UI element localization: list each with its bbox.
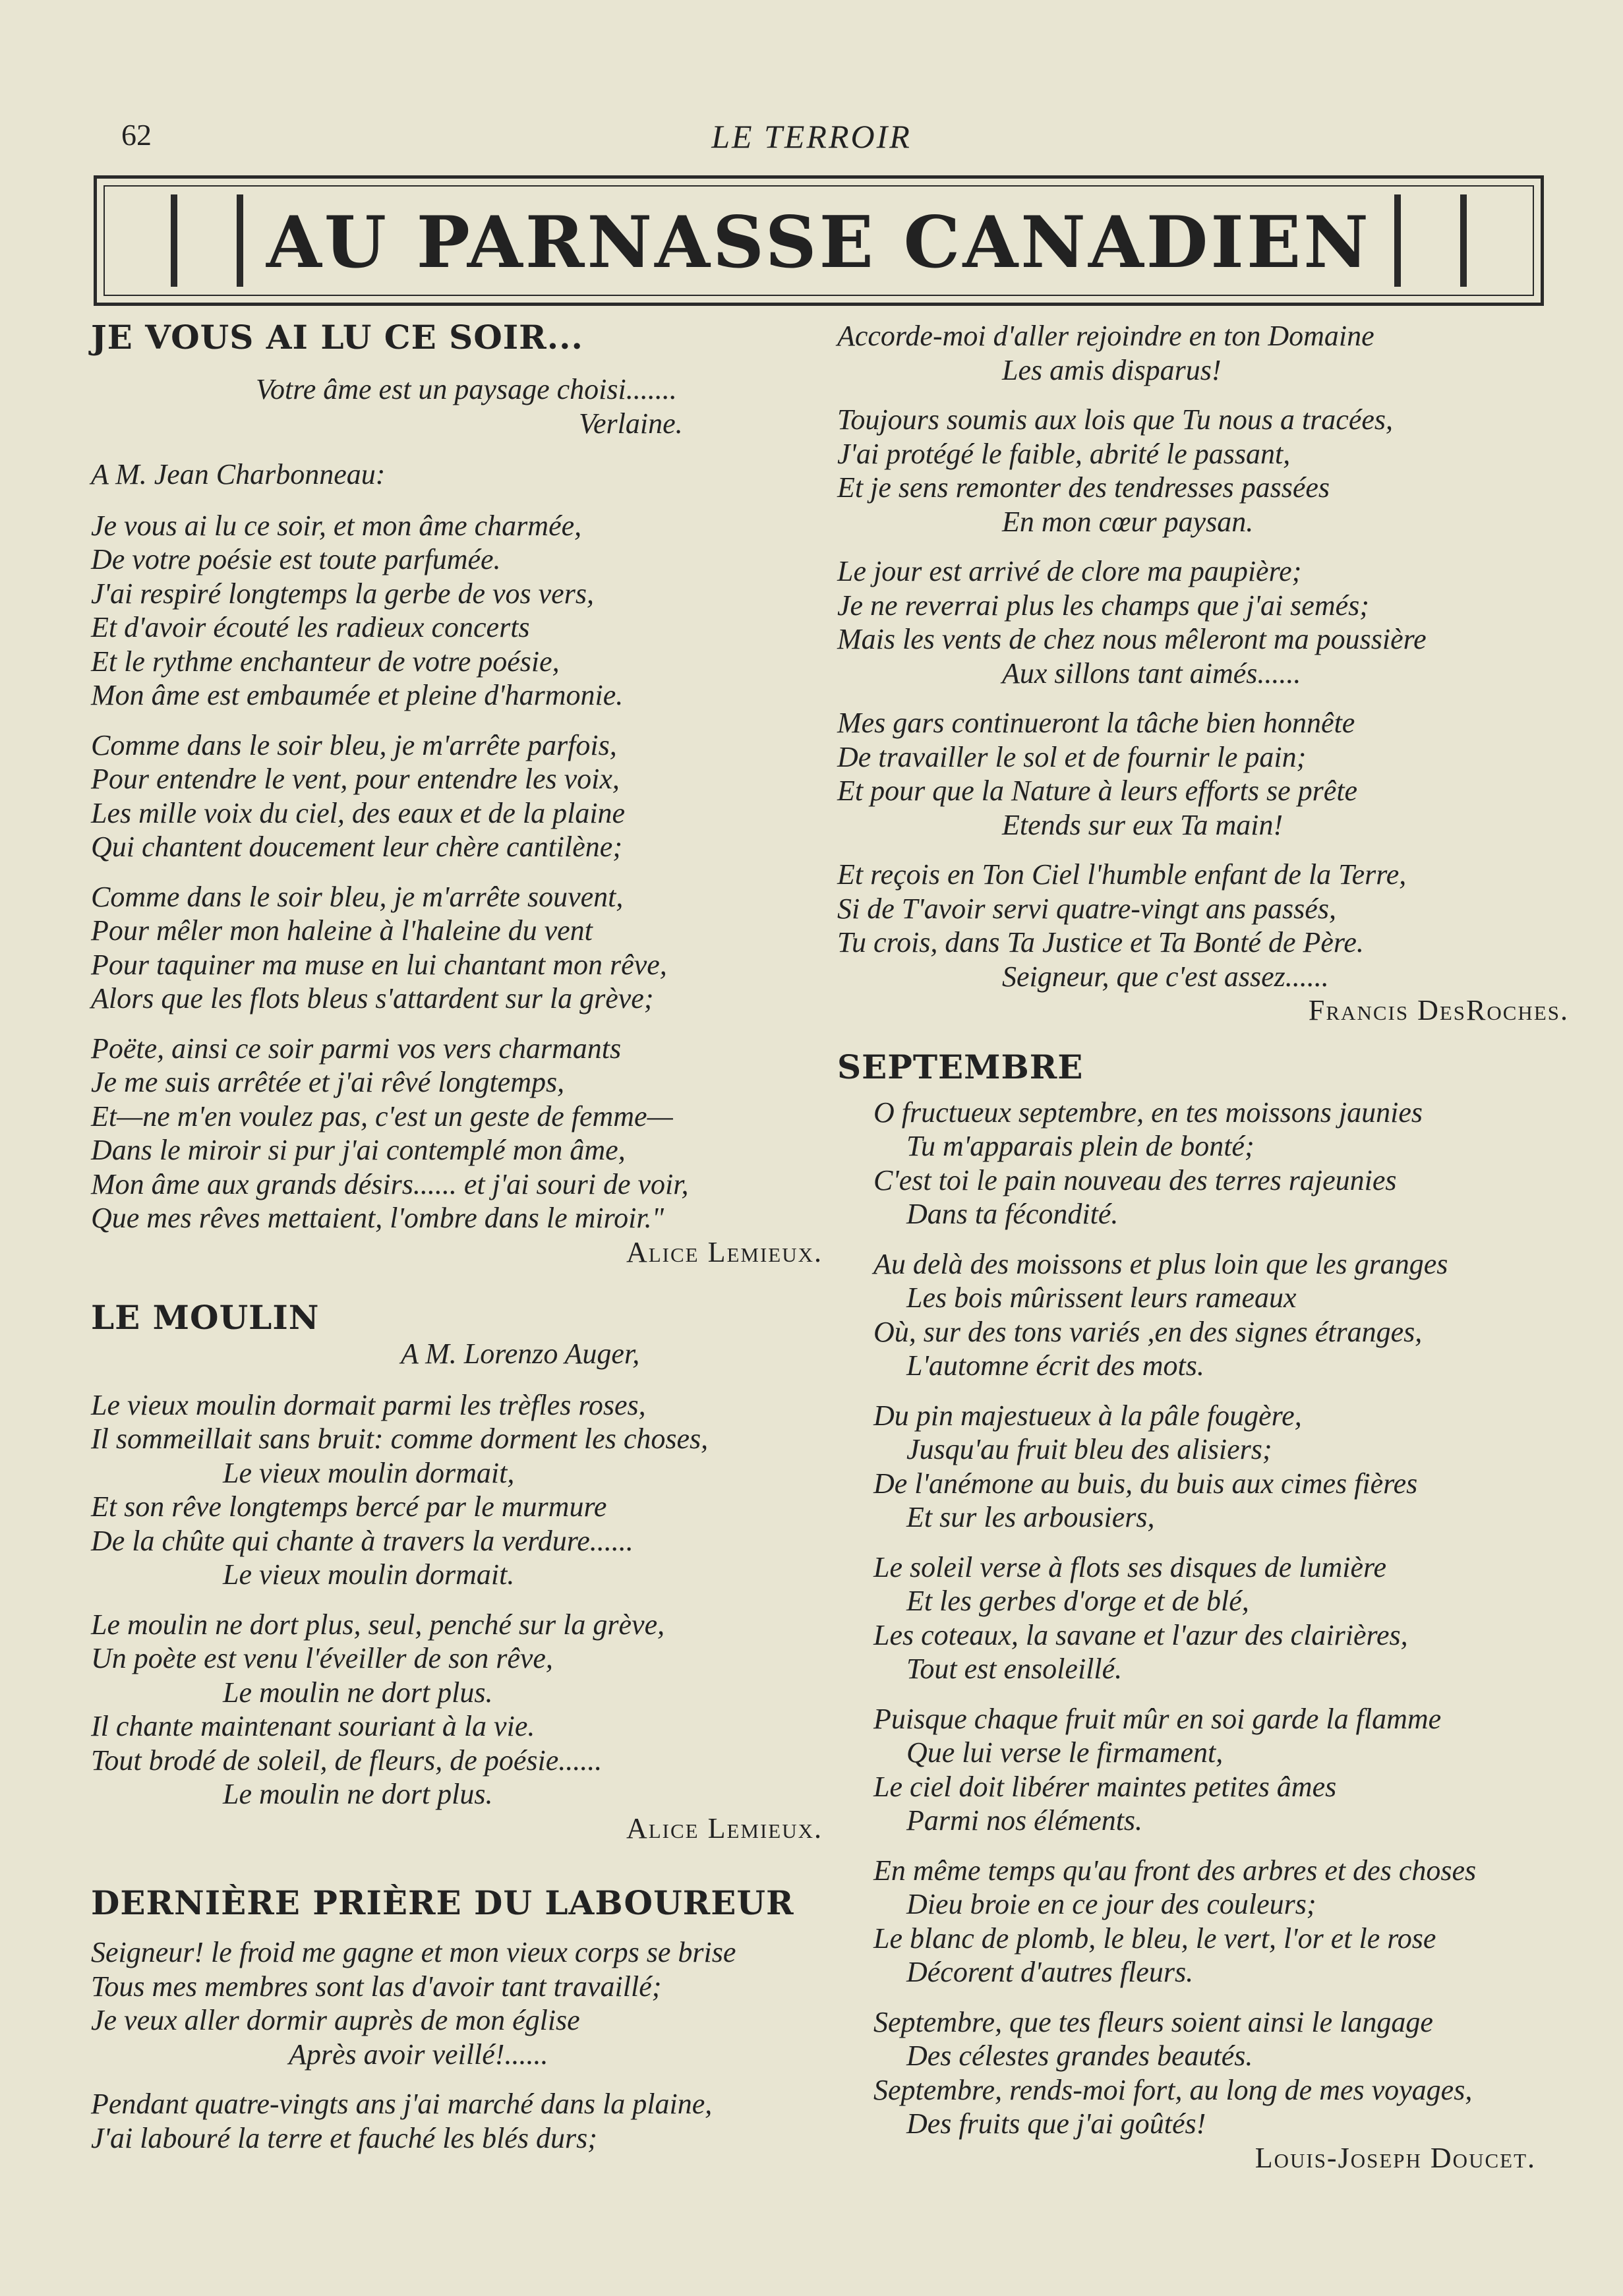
poem-je-vous-ai-lu bbox=[91, 318, 823, 1269]
stanza bbox=[91, 1935, 823, 2071]
verse-line: Et reçois en Ton Ciel l'humble enfant de la Terre, bbox=[837, 858, 1407, 891]
verse-line: Le vieux moulin dormait. bbox=[223, 1558, 515, 1591]
verse-line: Dans le miroir si pur j'ai contemplé mon âme, bbox=[91, 1134, 626, 1166]
verse-line: Je me suis arrêtée et j'ai rêvé longtemps, bbox=[91, 1066, 565, 1098]
verse-line: Que lui verse le firmament, bbox=[906, 1736, 1224, 1769]
poem-le-moulin bbox=[91, 1298, 823, 1845]
stanza bbox=[91, 1608, 823, 1811]
verse-line: Le jour est arrivé de clore ma paupière; bbox=[837, 555, 1302, 587]
poem-derniere-priere bbox=[91, 1883, 823, 2155]
poem-title: LE MOULIN bbox=[91, 1298, 320, 1337]
verse-line: Le moulin ne dort plus. bbox=[223, 1676, 493, 1709]
poem-derniere-priere-continued bbox=[837, 319, 1569, 1028]
verse-line: Le blanc de plomb, le bleu, le vert, l'or et le rose bbox=[873, 1922, 1436, 1955]
poem-septembre bbox=[837, 1047, 1569, 2175]
stanza bbox=[91, 880, 823, 1016]
stanza bbox=[873, 1550, 1569, 1686]
running-head bbox=[0, 117, 1623, 157]
verse-line: Je vous ai lu ce soir, et mon âme charmée, bbox=[91, 509, 582, 542]
stanza bbox=[91, 509, 823, 713]
epigraph-author: Verlaine. bbox=[579, 407, 683, 440]
journal-title: LE TERROIR bbox=[711, 118, 912, 155]
verse-line: Alors que les flots bleus s'attardent sur la grève; bbox=[91, 982, 654, 1015]
poem-author: Francis DesRoches. bbox=[1308, 994, 1569, 1026]
verse-line: Des célestes grandes beautés. bbox=[906, 2040, 1253, 2072]
verse-line: De la chûte qui chante à travers la verdure...... bbox=[91, 1524, 634, 1557]
verse-line: Le moulin ne dort plus, seul, penché sur la grève, bbox=[91, 1608, 665, 1641]
verse-line: Et pour que la Nature à leurs efforts se prête bbox=[837, 775, 1358, 807]
verse-line: Seigneur! le froid me gagne et mon vieux corps se brise bbox=[91, 1936, 736, 1968]
verse-line: Et les gerbes d'orge et de blé, bbox=[906, 1585, 1249, 1617]
epigraph: Votre âme est un paysage choisi....... bbox=[256, 373, 677, 405]
verse-line: Pour mêler mon haleine à l'haleine du vent bbox=[91, 914, 593, 947]
verse-line: Et le rythme enchanteur de votre poésie, bbox=[91, 645, 560, 678]
verse-line: Pour taquiner ma muse en lui chantant mon rêve, bbox=[91, 948, 667, 981]
verse-line: Septembre, que tes fleurs soient ainsi le langage bbox=[873, 2005, 1433, 2038]
verse-line: Et sur les arbousiers, bbox=[906, 1501, 1155, 1533]
poem-title: SEPTEMBRE bbox=[837, 1047, 1084, 1086]
verse-line: Et je sens remonter des tendresses passées bbox=[837, 471, 1330, 504]
verse-line: Et d'avoir écouté les radieux concerts bbox=[91, 611, 530, 643]
verse-line: Les bois mûrissent leurs rameaux bbox=[906, 1281, 1297, 1314]
left-column bbox=[91, 310, 823, 2171]
verse-line: Etends sur eux Ta main! bbox=[1002, 808, 1284, 841]
stanza bbox=[91, 2087, 823, 2155]
stanza bbox=[873, 1096, 1569, 1231]
verse-line: Tu m'apparais plein de bonté; bbox=[906, 1130, 1254, 1162]
verse-line: De travailler le sol et de fournir le pain; bbox=[837, 740, 1307, 773]
verse-line: Et—ne m'en voulez pas, c'est un geste de femme— bbox=[91, 1100, 673, 1133]
verse-line: Pour entendre le vent, pour entendre les voix, bbox=[91, 763, 620, 795]
dedication: A M. Jean Charbonneau: bbox=[91, 458, 386, 490]
verse-line: Jusqu'au fruit bleu des alisiers; bbox=[906, 1433, 1272, 1465]
verse-line: Tu crois, dans Ta Justice et Ta Bonté de Père. bbox=[837, 926, 1364, 958]
verse-line: En mon cœur paysan. bbox=[1002, 505, 1254, 538]
verse-line: Le vieux moulin dormait, bbox=[223, 1456, 515, 1489]
stanza bbox=[873, 2005, 1569, 2141]
right-column bbox=[837, 310, 1569, 2175]
verse-line: Décorent d'autres fleurs. bbox=[906, 1956, 1194, 1988]
verse-line: J'ai respiré longtemps la gerbe de vos vers, bbox=[91, 577, 594, 610]
verse-line: Après avoir veillé!...... bbox=[289, 2038, 548, 2071]
poem-author: Alice Lemieux. bbox=[626, 1811, 823, 1844]
page-number: 62 bbox=[121, 118, 152, 152]
verse-line: De l'anémone au buis, du buis aux cimes fières bbox=[873, 1467, 1418, 1500]
verse-line: Tous mes membres sont las d'avoir tant travaillé; bbox=[91, 1970, 662, 2003]
stanza bbox=[837, 319, 1569, 387]
verse-line: O fructueux septembre, en tes moissons jaunies bbox=[873, 1096, 1423, 1129]
verse-line: Mais les vents de chez nous mêleront ma poussière bbox=[837, 623, 1427, 655]
verse-line: Tout brodé de soleil, de fleurs, de poésie...... bbox=[91, 1744, 603, 1777]
stanza bbox=[873, 1854, 1569, 1989]
verse-line: Que mes rêves mettaient, l'ombre dans le miroir." bbox=[91, 1202, 664, 1234]
verse-line: Le ciel doit libérer maintes petites âmes bbox=[873, 1770, 1337, 1803]
verse-line: De votre poésie est toute parfumée. bbox=[91, 543, 501, 575]
verse-line: Mes gars continueront la tâche bien honnête bbox=[837, 707, 1355, 739]
banner-inner-frame bbox=[103, 185, 1534, 296]
verse-line: Parmi nos éléments. bbox=[906, 1804, 1143, 1837]
verse-line: Où, sur des tons variés ,en des signes étranges, bbox=[873, 1315, 1423, 1348]
stanza bbox=[91, 1388, 823, 1592]
verse-line: Septembre, rends-moi fort, au long de mes voyages, bbox=[873, 2073, 1473, 2106]
verse-line: Poëte, ainsi ce soir parmi vos vers charmants bbox=[91, 1032, 622, 1065]
stanza bbox=[873, 1399, 1569, 1535]
verse-line: Il sommeillait sans bruit: comme dorment les choses, bbox=[91, 1423, 709, 1455]
verse-line: Dieu broie en ce jour des couleurs; bbox=[906, 1888, 1316, 1920]
verse-line: J'ai protégé le faible, abrité le passant, bbox=[837, 437, 1291, 470]
poem-author: Louis-Joseph Doucet. bbox=[1254, 2141, 1536, 2174]
verse-line: Mon âme est embaumée et pleine d'harmonie. bbox=[91, 679, 624, 711]
verse-line: L'automne écrit des mots. bbox=[906, 1349, 1204, 1382]
verse-line: C'est toi le pain nouveau des terres rajeunies bbox=[873, 1163, 1397, 1196]
verse-line: Accorde-moi d'aller rejoindre en ton Domaine bbox=[837, 320, 1374, 352]
stanza bbox=[91, 1032, 823, 1235]
verse-line: Les mille voix du ciel, des eaux et de la plaine bbox=[91, 796, 626, 829]
verse-line: Et son rêve longtemps bercé par le murmure bbox=[91, 1490, 607, 1523]
verse-line: Des fruits que j'ai goûtés! bbox=[906, 2107, 1206, 2140]
verse-line: Les coteaux, la savane et l'azur des clairières, bbox=[873, 1618, 1408, 1651]
verse-line: Comme dans le soir bleu, je m'arrête souvent, bbox=[91, 880, 624, 913]
verse-line: Tout est ensoleillé. bbox=[906, 1653, 1123, 1685]
verse-line: Du pin majestueux à la pâle fougère, bbox=[873, 1399, 1302, 1432]
verse-line: J'ai labouré la terre et fauché les blés durs; bbox=[91, 2121, 597, 2154]
verse-line: Puisque chaque fruit mûr en soi garde la flamme bbox=[873, 1702, 1442, 1735]
section-banner bbox=[94, 175, 1544, 306]
poem-author: Alice Lemieux. bbox=[626, 1235, 823, 1268]
verse-line: Comme dans le soir bleu, je m'arrête parfois, bbox=[91, 728, 617, 761]
stanza bbox=[873, 1247, 1569, 1383]
verse-line: Il chante maintenant souriant à la vie. bbox=[91, 1710, 535, 1742]
verse-line: Mon âme aux grands désirs...... et j'ai souri de voir, bbox=[91, 1167, 689, 1200]
verse-line: Si de T'avoir servi quatre-vingt ans passés, bbox=[837, 892, 1336, 925]
verse-line: Dans ta fécondité. bbox=[906, 1198, 1119, 1230]
verse-line: Le vieux moulin dormait parmi les trèfles roses, bbox=[91, 1388, 646, 1421]
verse-line: Seigneur, que c'est assez...... bbox=[1002, 960, 1329, 993]
verse-line: Je ne reverrai plus les champs que j'ai semés; bbox=[837, 589, 1369, 622]
verse-line: Le moulin ne dort plus. bbox=[223, 1778, 493, 1810]
stanza bbox=[837, 858, 1569, 993]
verse-line: Un poète est venu l'éveiller de son rêve, bbox=[91, 1642, 553, 1674]
verse-line: Les amis disparus! bbox=[1002, 353, 1222, 386]
verse-line: En même temps qu'au front des arbres et des choses bbox=[873, 1854, 1477, 1887]
poem-title: DERNIÈRE PRIÈRE DU LABOUREUR bbox=[91, 1883, 794, 1922]
verse-line: Le soleil verse à flots ses disques de lumière bbox=[873, 1550, 1387, 1583]
verse-line: Pendant quatre-vingts ans j'ai marché dans la plaine, bbox=[91, 2088, 713, 2120]
stanza bbox=[837, 554, 1569, 690]
stanza bbox=[91, 728, 823, 864]
stanza bbox=[837, 403, 1569, 539]
verse-line: Je veux aller dormir auprès de mon église bbox=[91, 2004, 580, 2036]
stanza bbox=[837, 706, 1569, 842]
verse-line: Aux sillons tant aimés...... bbox=[1002, 657, 1301, 690]
verse-line: Au delà des moissons et plus loin que les granges bbox=[873, 1247, 1448, 1280]
poem-title: JE VOUS AI LU CE SOIR... bbox=[91, 318, 583, 357]
dedication: A M. Lorenzo Auger, bbox=[401, 1338, 640, 1370]
banner-title: AU PARNASSE CANADIEN bbox=[266, 201, 1371, 284]
verse-line: Toujours soumis aux lois que Tu nous a tracées, bbox=[837, 403, 1394, 436]
stanza bbox=[873, 1702, 1569, 1838]
verse-line: Qui chantent doucement leur chère cantilène; bbox=[91, 831, 622, 863]
